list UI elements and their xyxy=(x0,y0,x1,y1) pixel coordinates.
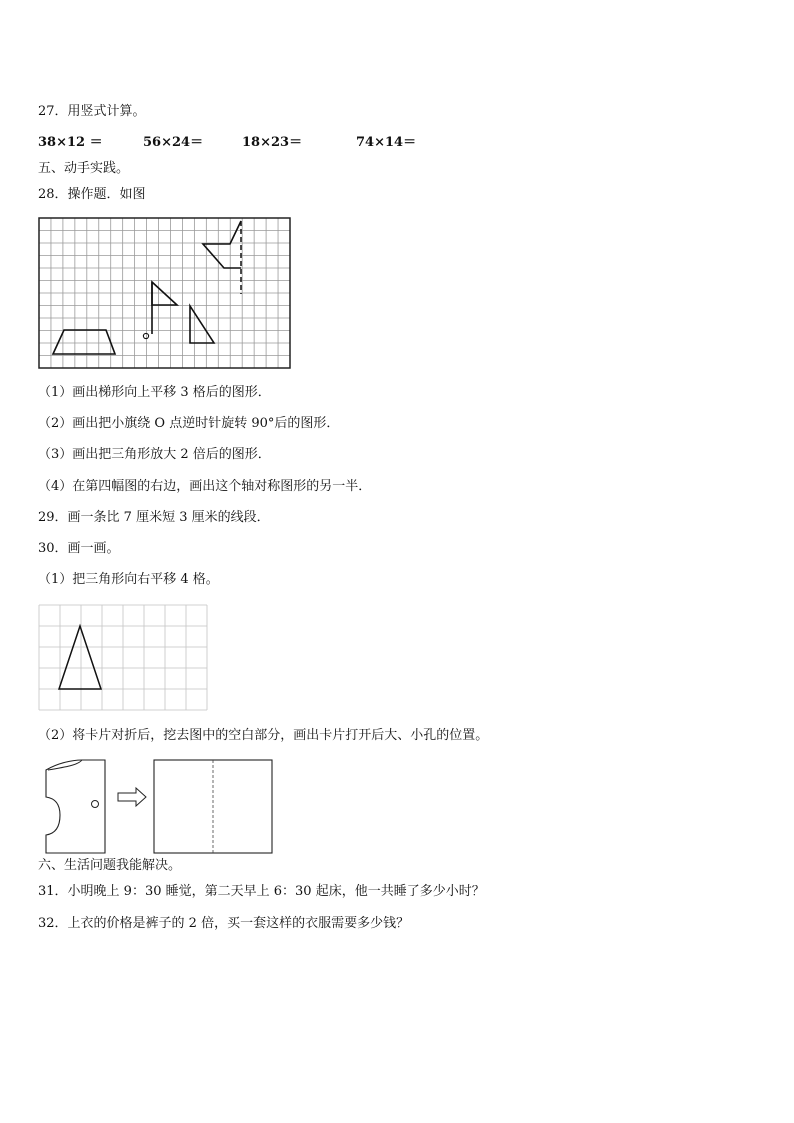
q30-title: 30．画一画。 xyxy=(38,541,120,556)
arrow-icon xyxy=(118,788,146,806)
q28-item-1: （1）画出梯形向上平移 3 格后的图形． xyxy=(38,385,271,400)
q30-item-2: （2）将卡片对折后，挖去图中的空白部分，画出卡片打开后大、小孔的位置。 xyxy=(38,728,489,743)
q28-title: 28．操作题．如图 xyxy=(38,187,146,202)
card-figure xyxy=(38,755,278,859)
calc-2: 56×24＝ xyxy=(143,135,204,150)
rotation-point-o xyxy=(143,333,148,338)
q31-text: 31．小明晚上 9：30 睡觉，第二天早上 6：30 起床，他一共睡了多少小时？ xyxy=(38,884,485,899)
section-6-heading: 六、生活问题我能解决。 xyxy=(38,858,182,873)
q28-item-2: （2）画出把小旗绕 O 点逆时针旋转 90°后的图形． xyxy=(38,416,340,431)
isosceles-triangle-shape xyxy=(59,626,101,689)
q27-title: 27．用竖式计算。 xyxy=(38,104,146,119)
flag-shape xyxy=(152,282,177,334)
card-curl xyxy=(48,760,82,770)
q30-grid xyxy=(39,605,207,710)
q32-text: 32．上衣的价格是裤子的 2 倍，买一套这样的衣服需要多少钱？ xyxy=(38,916,410,931)
calc-4: 74×14＝ xyxy=(356,135,417,150)
q30-item-1: （1）把三角形向右平移 4 格。 xyxy=(38,572,219,587)
small-hole xyxy=(92,801,99,808)
q28-item-3: （3）画出把三角形放大 2 倍后的图形． xyxy=(38,447,271,462)
section-5-heading: 五、动手实践。 xyxy=(38,161,130,176)
q28-figure xyxy=(38,217,294,371)
q28-item-4: （4）在第四幅图的右边，画出这个轴对称图形的另一半． xyxy=(38,479,372,494)
q29-text: 29．画一条比 7 厘米短 3 厘米的线段． xyxy=(38,510,270,525)
triangle-shape xyxy=(190,306,214,343)
half-symmetric-shape xyxy=(203,221,241,268)
calc-1: 38×12 ＝ xyxy=(38,135,103,150)
folded-card-shape xyxy=(46,760,105,853)
trapezoid-shape xyxy=(53,330,115,354)
q30-grid-figure xyxy=(38,604,208,712)
calc-3: 18×23＝ xyxy=(242,135,303,150)
